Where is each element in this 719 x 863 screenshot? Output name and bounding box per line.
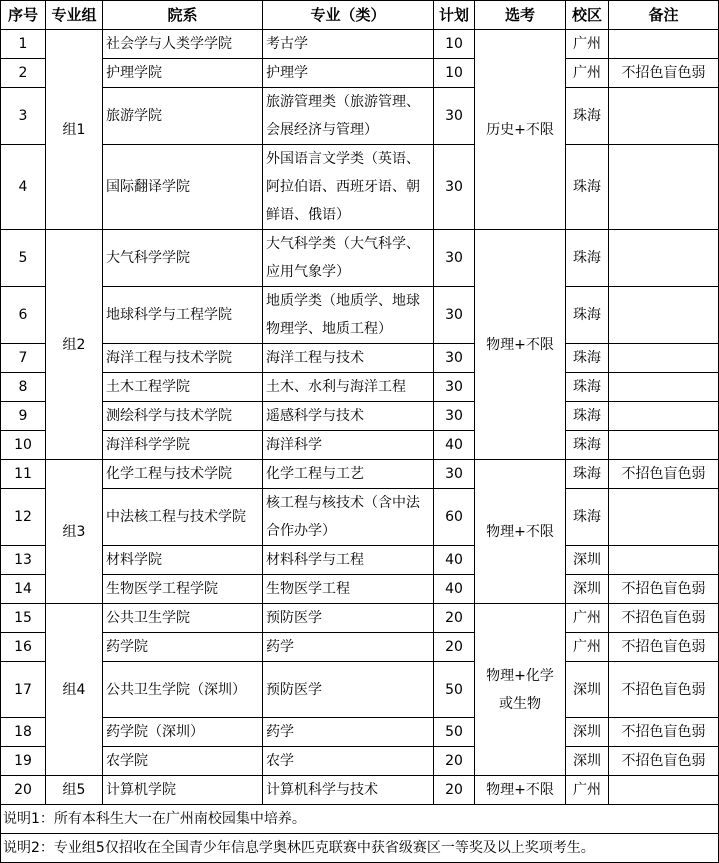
header-group: 专业组 <box>46 1 103 30</box>
major-cell: 核工程与核技术（含中法合作办学） <box>263 489 434 546</box>
remark-cell: 不招色盲色弱 <box>609 662 719 718</box>
major-cell: 药学 <box>263 633 434 662</box>
table-row <box>1 604 719 633</box>
department-cell: 测绘科学与技术学院 <box>103 402 263 431</box>
plan-cell: 20 <box>434 633 475 662</box>
campus-cell: 广州 <box>566 30 609 59</box>
plan-cell: 30 <box>434 88 475 145</box>
major-cell: 大气科学类（大气科学、应用气象学） <box>263 230 434 287</box>
major-cell: 药学 <box>263 718 434 747</box>
department-cell: 海洋科学学院 <box>103 431 263 460</box>
row-index: 18 <box>1 718 46 747</box>
group-cell: 组1 <box>46 30 103 230</box>
campus-cell: 珠海 <box>566 88 609 145</box>
header-department: 院系 <box>103 1 263 30</box>
department-cell: 公共卫生学院 <box>103 604 263 633</box>
major-cell: 海洋工程与技术 <box>263 344 434 373</box>
table-row <box>1 402 719 431</box>
major-cell: 地质学类（地质学、地球物理学、地质工程） <box>263 287 434 344</box>
row-index: 12 <box>1 489 46 546</box>
row-index: 20 <box>1 776 46 805</box>
remark-cell: 不招色盲色弱 <box>609 633 719 662</box>
row-index: 11 <box>1 460 46 489</box>
table-row <box>1 431 719 460</box>
note-row <box>1 834 719 863</box>
major-cell: 材料科学与工程 <box>263 546 434 575</box>
department-cell: 化学工程与技术学院 <box>103 460 263 489</box>
major-cell: 化学工程与工艺 <box>263 460 434 489</box>
plan-cell: 10 <box>434 59 475 88</box>
table-row <box>1 287 719 344</box>
remark-cell: 不招色盲色弱 <box>609 575 719 604</box>
plan-cell: 30 <box>434 460 475 489</box>
campus-cell: 深圳 <box>566 718 609 747</box>
table-row <box>1 662 719 718</box>
row-index: 10 <box>1 431 46 460</box>
major-cell: 土木、水利与海洋工程 <box>263 373 434 402</box>
header-remark: 备注 <box>609 1 719 30</box>
note-1: 说明1：所有本科生大一在广州南校园集中培养。 <box>1 805 719 834</box>
plan-cell: 40 <box>434 546 475 575</box>
major-cell: 遥感科学与技术 <box>263 402 434 431</box>
plan-cell: 20 <box>434 776 475 805</box>
row-index: 5 <box>1 230 46 287</box>
plan-cell: 30 <box>434 373 475 402</box>
remark-cell <box>609 230 719 287</box>
row-index: 19 <box>1 747 46 776</box>
note-2: 说明2：专业组5仅招收在全国青少年信息学奥林匹克联赛中获省级赛区一等奖及以上奖项考生。 <box>1 834 719 863</box>
campus-cell: 深圳 <box>566 575 609 604</box>
department-cell: 社会学与人类学学院 <box>103 30 263 59</box>
remark-cell <box>609 489 719 546</box>
department-cell: 地球科学与工程学院 <box>103 287 263 344</box>
header-major: 专业（类） <box>263 1 434 30</box>
department-cell: 公共卫生学院（深圳） <box>103 662 263 718</box>
table-row <box>1 30 719 59</box>
table-row <box>1 633 719 662</box>
remark-cell <box>609 30 719 59</box>
plan-cell: 20 <box>434 604 475 633</box>
row-index: 2 <box>1 59 46 88</box>
campus-cell: 珠海 <box>566 230 609 287</box>
remark-cell <box>609 344 719 373</box>
major-cell: 预防医学 <box>263 662 434 718</box>
remark-cell: 不招色盲色弱 <box>609 718 719 747</box>
plan-cell: 50 <box>434 662 475 718</box>
remark-cell: 不招色盲色弱 <box>609 604 719 633</box>
plan-cell: 20 <box>434 747 475 776</box>
plan-cell: 30 <box>434 402 475 431</box>
major-cell: 考古学 <box>263 30 434 59</box>
row-index: 1 <box>1 30 46 59</box>
campus-cell: 珠海 <box>566 145 609 230</box>
plan-cell: 40 <box>434 575 475 604</box>
row-index: 14 <box>1 575 46 604</box>
campus-cell: 珠海 <box>566 489 609 546</box>
table-row <box>1 145 719 230</box>
remark-cell <box>609 88 719 145</box>
department-cell: 计算机学院 <box>103 776 263 805</box>
campus-cell: 广州 <box>566 776 609 805</box>
remark-cell: 不招色盲色弱 <box>609 59 719 88</box>
campus-cell: 珠海 <box>566 431 609 460</box>
department-cell: 中法核工程与技术学院 <box>103 489 263 546</box>
campus-cell: 珠海 <box>566 402 609 431</box>
row-index: 16 <box>1 633 46 662</box>
major-cell: 旅游管理类（旅游管理、会展经济与管理） <box>263 88 434 145</box>
table-row <box>1 747 719 776</box>
requirement-cell: 物理+不限 <box>475 776 566 805</box>
note-row <box>1 805 719 834</box>
group-cell: 组3 <box>46 460 103 604</box>
campus-cell: 广州 <box>566 604 609 633</box>
campus-cell: 珠海 <box>566 460 609 489</box>
group-cell: 组2 <box>46 230 103 460</box>
remark-cell <box>609 402 719 431</box>
table-row <box>1 776 719 805</box>
table-row <box>1 373 719 402</box>
row-index: 3 <box>1 88 46 145</box>
plan-cell: 60 <box>434 489 475 546</box>
department-cell: 生物医学工程学院 <box>103 575 263 604</box>
department-cell: 大气科学学院 <box>103 230 263 287</box>
row-index: 7 <box>1 344 46 373</box>
remark-cell <box>609 287 719 344</box>
header-campus: 校区 <box>566 1 609 30</box>
department-cell: 国际翻译学院 <box>103 145 263 230</box>
table-row <box>1 230 719 287</box>
major-cell: 农学 <box>263 747 434 776</box>
department-cell: 旅游学院 <box>103 88 263 145</box>
row-index: 4 <box>1 145 46 230</box>
group-cell: 组5 <box>46 776 103 805</box>
department-cell: 材料学院 <box>103 546 263 575</box>
remark-cell <box>609 145 719 230</box>
row-index: 9 <box>1 402 46 431</box>
campus-cell: 深圳 <box>566 662 609 718</box>
campus-cell: 珠海 <box>566 373 609 402</box>
requirement-cell: 物理+不限 <box>475 230 566 460</box>
major-cell: 生物医学工程 <box>263 575 434 604</box>
table-row <box>1 546 719 575</box>
campus-cell: 珠海 <box>566 344 609 373</box>
remark-cell <box>609 373 719 402</box>
table-row <box>1 344 719 373</box>
header-subject-requirement: 选考 <box>475 1 566 30</box>
table-row <box>1 460 719 489</box>
campus-cell: 广州 <box>566 59 609 88</box>
table-row <box>1 489 719 546</box>
plan-cell: 30 <box>434 344 475 373</box>
requirement-cell: 历史+不限 <box>475 30 566 230</box>
requirement-cell: 物理+化学或生物 <box>475 604 566 776</box>
remark-cell: 不招色盲色弱 <box>609 460 719 489</box>
plan-cell: 30 <box>434 230 475 287</box>
header-plan: 计划 <box>434 1 475 30</box>
row-index: 15 <box>1 604 46 633</box>
requirement-cell: 物理+不限 <box>475 460 566 604</box>
major-cell: 护理学 <box>263 59 434 88</box>
campus-cell: 深圳 <box>566 546 609 575</box>
group-cell: 组4 <box>46 604 103 776</box>
header-row <box>1 1 719 30</box>
plan-cell: 30 <box>434 145 475 230</box>
remark-cell <box>609 431 719 460</box>
department-cell: 土木工程学院 <box>103 373 263 402</box>
major-cell: 计算机科学与技术 <box>263 776 434 805</box>
row-index: 13 <box>1 546 46 575</box>
major-cell: 外国语言文学类（英语、阿拉伯语、西班牙语、朝鲜语、俄语） <box>263 145 434 230</box>
plan-cell: 50 <box>434 718 475 747</box>
row-index: 6 <box>1 287 46 344</box>
department-cell: 药学院 <box>103 633 263 662</box>
major-cell: 海洋科学 <box>263 431 434 460</box>
header-index: 序号 <box>1 1 46 30</box>
plan-cell: 10 <box>434 30 475 59</box>
major-cell: 预防医学 <box>263 604 434 633</box>
campus-cell: 珠海 <box>566 287 609 344</box>
table-row <box>1 59 719 88</box>
plan-cell: 40 <box>434 431 475 460</box>
plan-cell: 30 <box>434 287 475 344</box>
row-index: 8 <box>1 373 46 402</box>
campus-cell: 广州 <box>566 633 609 662</box>
table-row <box>1 88 719 145</box>
remark-cell <box>609 546 719 575</box>
department-cell: 护理学院 <box>103 59 263 88</box>
department-cell: 海洋工程与技术学院 <box>103 344 263 373</box>
campus-cell: 深圳 <box>566 747 609 776</box>
table-row <box>1 718 719 747</box>
table-row <box>1 575 719 604</box>
department-cell: 农学院 <box>103 747 263 776</box>
department-cell: 药学院（深圳） <box>103 718 263 747</box>
remark-cell: 不招色盲色弱 <box>609 747 719 776</box>
row-index: 17 <box>1 662 46 718</box>
remark-cell <box>609 776 719 805</box>
